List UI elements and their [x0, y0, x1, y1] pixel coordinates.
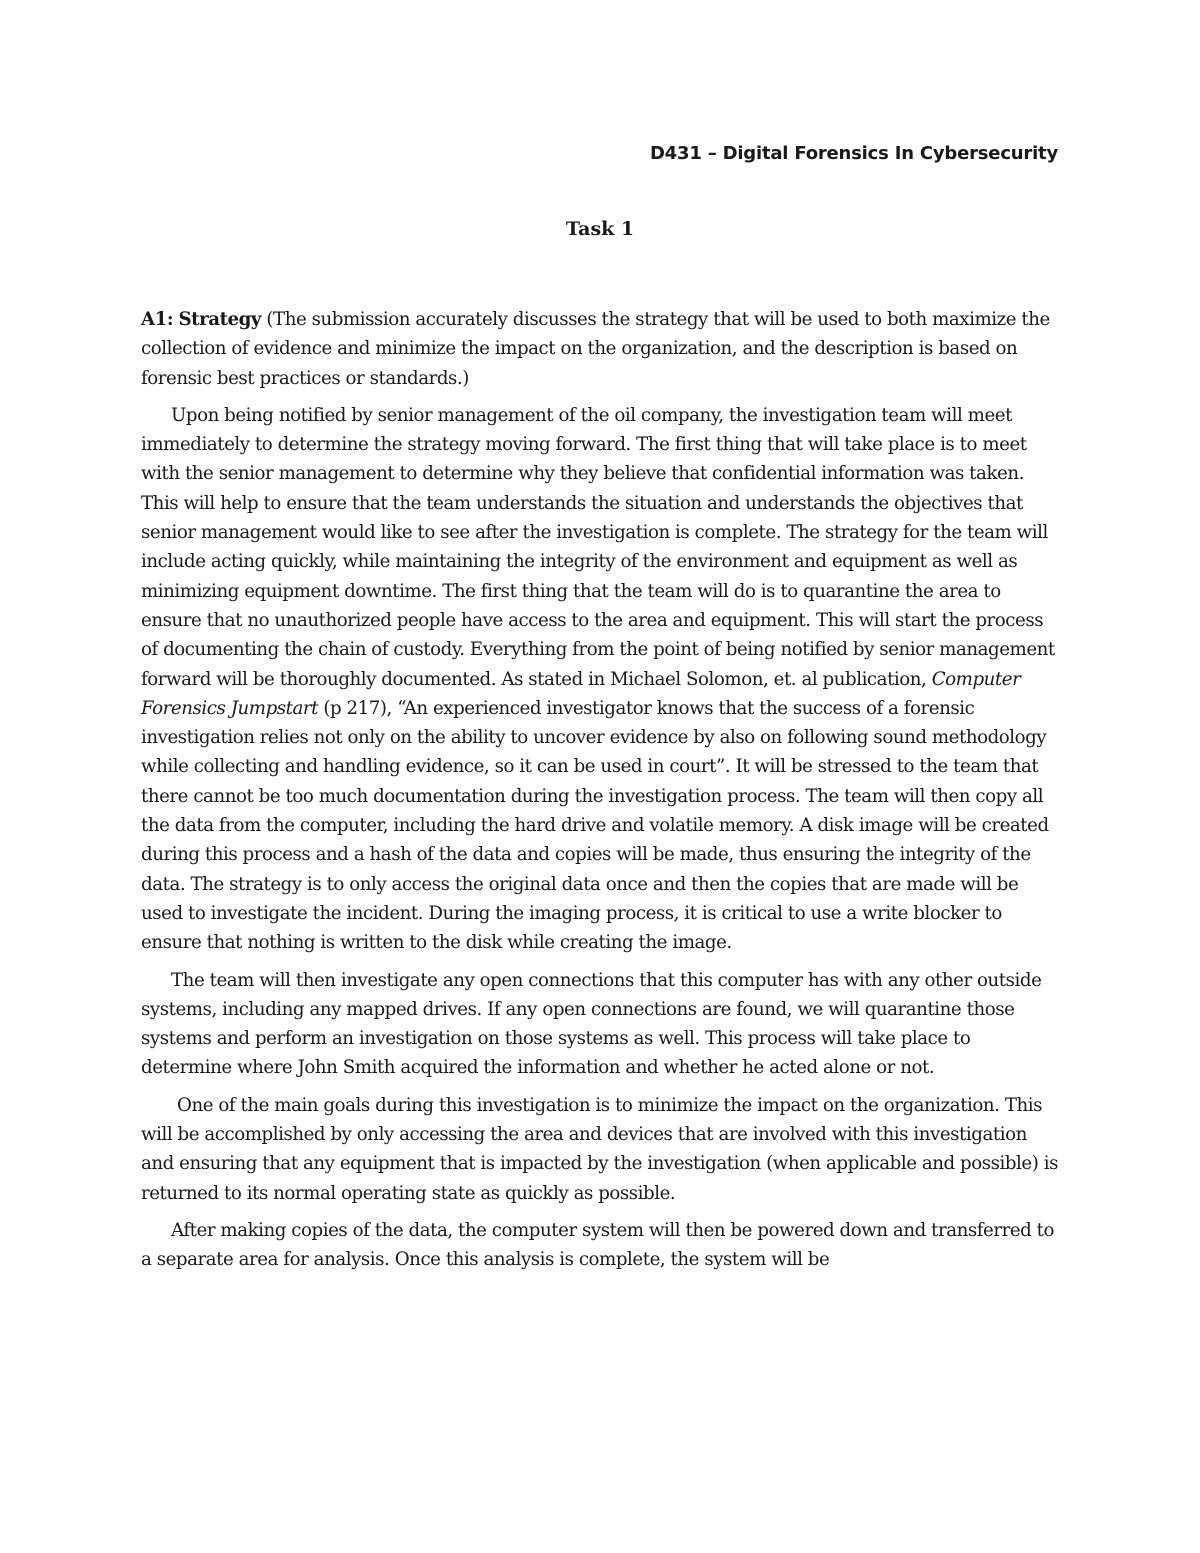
book-title: Computer Forensics Jumpstart [141, 668, 1021, 719]
section-label: A1: [141, 309, 174, 330]
paragraph-strategy-quote: (p 217), “An experienced investigator knows that the success of a forensic investigation relies not only on the ability to uncover evidence by also on following sound methodology while collecting and handling evidence, so it can be used in court”. It will be stressed to the team that there cannot be too much documentation during the investigation process. The team will then copy all the data from the computer, including the hard drive and volatile memory. A disk image will be created during this process and a hash of the data and copies will be made, thus ensuring the integrity of the data. The strategy is to only access the original data once and then the copies that are made will be used to investigate the incident. During the imaging process, it is critical to use a write blocker to ensure that nothing is written to the disk while creating the image. [141, 697, 1049, 954]
paragraph-strategy-text: Upon being notified by senior management of the oil company, the investigation team will meet immediately to determine the strategy moving forward. The first thing that will take place is to meet with the senior management to determine why they believe that confidential information was taken. This will help to ensure that the team understands the situation and understands the objectives that senior management would like to see after the investigation is complete. The strategy for the team will include acting quickly, while maintaining the integrity of the environment and equipment as well as minimizing equipment downtime. The first thing that the team will do is to quarantine the area to ensure that no unauthorized people have access to the area and equipment. This will start the process of documenting the chain of custody. Everything from the point of being notified by senior management forward will be thoroughly documented. As stated in Michael Solomon, et. al publication, [141, 404, 1055, 690]
section-heading-paragraph [141, 305, 1063, 393]
document-body [141, 305, 1063, 1275]
paragraph-minimize-impact: One of the main goals during this investigation is to minimize the impact on the organization. This will be accomplished by only accessing the area and devices that are involved with this investigation and ensuring that any equipment that is impacted by the investigation (when applicable and possible) is returned to its normal operating state as quickly as possible. [141, 1094, 1058, 1204]
paragraph-connections: The team will then investigate any open connections that this computer has with any other outside systems, including any mapped drives. If any open connections are found, we will quarantine those systems and perform an investigation on those systems as well. This process will take place to determine where John Smith acquired the information and whether he acted alone or not. [141, 969, 1042, 1079]
section-heading: Strategy [178, 309, 262, 330]
paragraph-analysis: After making copies of the data, the computer system will then be powered down and transferred to a separate area for analysis. Once this analysis is complete, the system will be [141, 1219, 1055, 1271]
course-header: D431 – Digital Forensics In Cybersecurity [649, 143, 1058, 164]
task-title: Task 1 [565, 218, 635, 240]
paragraph-strategy [141, 401, 1063, 958]
section-rubric: (The submission accurately discusses the strategy that will be used to both maximize the collection of evidence and minimize the impact on the organization, and the description is based on forensic best practices or standards.) [141, 309, 1050, 389]
